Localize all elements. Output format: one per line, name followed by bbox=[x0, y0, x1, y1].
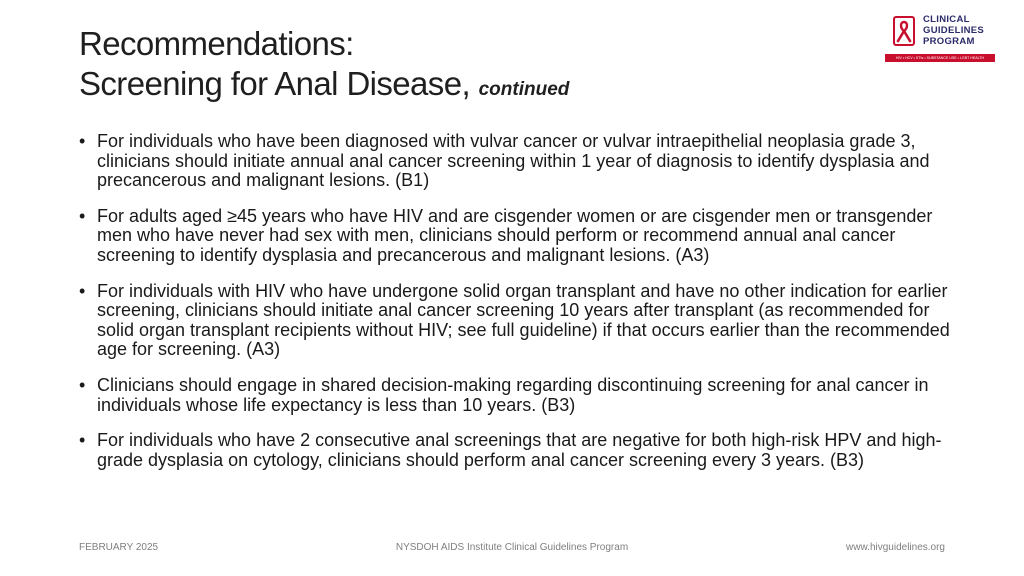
footer-date: FEBRUARY 2025 bbox=[79, 542, 159, 553]
bullet-icon: • bbox=[79, 280, 86, 301]
list-item-text: For individuals who have 2 consecutive anal screenings that are negative for both high-risk HPV and high-grade dysplasia on cytology, clinicians should perform anal cancer screening every 3 years. (B3) bbox=[97, 430, 942, 470]
title-suffix: continued bbox=[478, 79, 570, 100]
page-title bbox=[79, 24, 839, 110]
logo-word-program: PROGRAM bbox=[923, 36, 975, 47]
list-item-text: For individuals with HIV who have undergone solid organ transplant and have no other indication for earlier screening, clinicians should initiate anal cancer screening 10 years after transplant (as recommended for solid organ transplant recipients without HIV; see full guideline) if that occurs earlier than the recommended age for screening. (A3) bbox=[97, 280, 950, 360]
list-item bbox=[79, 282, 959, 360]
bullet-icon: • bbox=[79, 131, 86, 151]
list-item bbox=[79, 207, 959, 266]
bullet-icon: • bbox=[79, 205, 86, 226]
list-item bbox=[79, 376, 959, 415]
title-line-1: Recommendations: bbox=[79, 25, 354, 62]
logo-tagline-band: HIV • HCV • STIs • SUBSTANCE USE • LGBT HEALTH bbox=[885, 54, 995, 62]
list-item bbox=[79, 431, 959, 470]
list-item-text: For individuals who have been diagnosed with vulvar cancer or vulvar intraepithelial neoplasia grade 3, clinicians should initiate annual anal cancer screening within 1 year of diagnosis to identify dysplasia and precancerous and malignant lesions. (B1) bbox=[97, 131, 930, 191]
awareness-ribbon-icon bbox=[894, 19, 914, 43]
title-line-2 bbox=[79, 64, 839, 110]
footer-program: NYSDOH AIDS Institute Clinical Guidelines Program bbox=[395, 542, 629, 553]
bullet-icon: • bbox=[79, 374, 86, 395]
program-logo bbox=[885, 14, 995, 64]
list-item-text: For adults aged ≥45 years who have HIV and are cisgender women or are cisgender men or transgender men who have never had sex with men, clinicians should perform or recommend annual anal cancer screening to identify dysplasia and precancerous and malignant lesions. (A3) bbox=[97, 205, 933, 265]
title-line-2-text: Screening for Anal Disease, bbox=[79, 65, 471, 102]
list-item-text: Clinicians should engage in shared decision-making regarding discontinuing screening for anal cancer in individuals whose life expectancy is less than 10 years. (B3) bbox=[97, 374, 929, 415]
logo-word-clinical: CLINICAL bbox=[923, 14, 970, 25]
list-item bbox=[79, 132, 959, 191]
recommendation-list bbox=[79, 132, 959, 486]
bullet-icon: • bbox=[79, 430, 86, 451]
footer-url: www.hivguidelines.org bbox=[846, 542, 945, 553]
logo-word-guidelines: GUIDELINES bbox=[923, 25, 985, 36]
